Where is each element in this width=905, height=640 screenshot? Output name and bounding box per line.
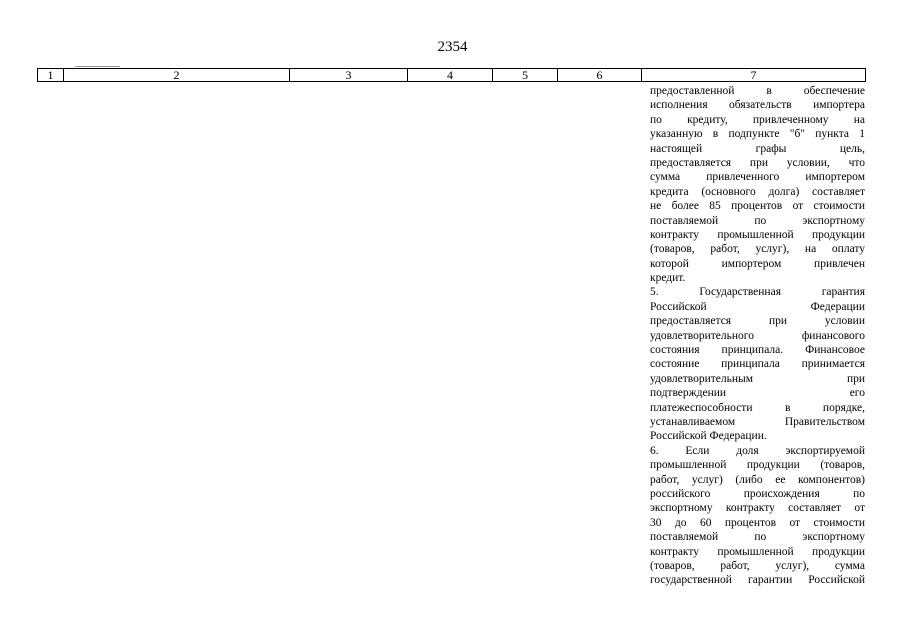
text-line: 30 до 60 процентов от стоимости: [650, 516, 865, 529]
text-line: которой импортером привлечен: [650, 257, 865, 270]
text-line: сумма привлеченного импортером: [650, 171, 865, 184]
text-line: удовлетворительного финансового: [650, 329, 865, 342]
text-line: состояния принципала. Финансовое: [650, 344, 865, 357]
text-line: указанную в подпункте "б" пункта 1: [650, 128, 865, 141]
column-header-2: 2: [64, 69, 290, 81]
text-line: 5. Государственная гарантия: [650, 286, 865, 299]
text-line: предоставляется при условии: [650, 315, 865, 328]
text-line: удовлетворительным при: [650, 372, 865, 385]
text-line: российского происхождения по: [650, 487, 865, 500]
text-line: контракту промышленной продукции: [650, 545, 865, 558]
text-line: поставляемой по экспортному: [650, 531, 865, 544]
text-line: предоставленной в обеспечение: [650, 85, 865, 97]
column-header-7: 7: [750, 68, 757, 82]
table-header-row: [37, 68, 866, 82]
scan-artifact-line: [75, 66, 120, 67]
column-header-3: 3: [290, 69, 408, 81]
column-7-text: [650, 84, 865, 588]
text-line: кредита (основного долга) составляет: [650, 185, 865, 198]
text-line: предоставляется при условии, что: [650, 156, 865, 169]
text-line: устанавливаемом Правительством: [650, 415, 865, 428]
text-line: не более 85 процентов от стоимости: [650, 200, 865, 213]
text-line: 6. Если доля экспортируемой: [650, 444, 865, 457]
text-line: (товаров, работ, услуг), сумма: [650, 559, 865, 572]
text-line: контракту промышленной продукции: [650, 228, 865, 241]
text-line: по кредиту, привлеченному на: [650, 113, 865, 126]
text-line: состояние принципала принимается: [650, 358, 865, 371]
column-header-5: 5: [493, 69, 558, 81]
text-line: поставляемой по экспортному: [650, 214, 865, 227]
text-line: подтверждении его: [650, 387, 865, 400]
text-line: исполнения обязательств импортера: [650, 99, 865, 112]
text-line: настоящей графы цель,: [650, 142, 865, 155]
text-line: Российской Федерации.: [650, 430, 767, 443]
text-line: промышленной продукции (товаров,: [650, 459, 865, 472]
text-line: кредит.: [650, 272, 686, 285]
text-line: государственной гарантии Российской: [650, 574, 865, 587]
column-header-4: 4: [408, 69, 493, 81]
column-header-1: 1: [38, 69, 64, 81]
text-line: экспортному контракту составляет от: [650, 502, 865, 515]
text-line: работ, услуг) (либо ее компонентов): [650, 473, 865, 486]
text-line: (товаров, работ, услуг), на оплату: [650, 243, 865, 256]
column-header-6: 6: [558, 69, 642, 81]
text-line: платежеспособности в порядке,: [650, 401, 865, 414]
page-number: 2354: [437, 39, 468, 55]
text-line: Российской Федерации: [650, 300, 865, 313]
